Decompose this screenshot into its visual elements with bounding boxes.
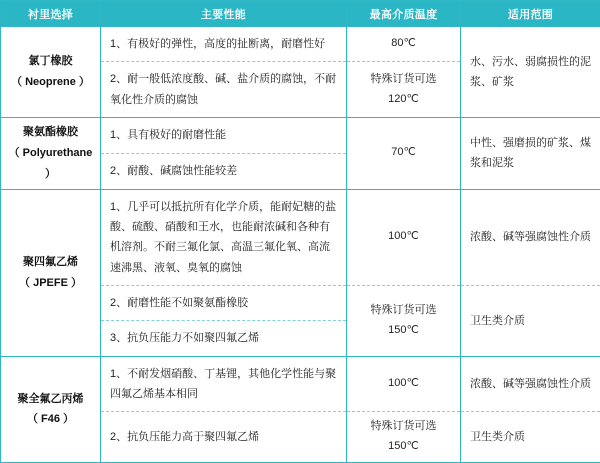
column-header-scope: 适用范围 (461, 1, 600, 27)
table-row (1, 118, 600, 154)
cell-temperature: 特殊订货可选 120℃ (347, 62, 461, 118)
cell-material-jpefe (1, 189, 101, 356)
cell-performance: 2、耐磨性能不如聚氨酯橡胶 (101, 286, 347, 321)
cell-performance: 1、具有极好的耐磨性能 (101, 118, 347, 154)
material-name-en: （ JPEFE ） (5, 273, 96, 294)
cell-temperature: 特殊订货可选 150℃ (347, 286, 461, 357)
cell-performance: 2、耐一般低浓度酸、碱、盐介质的腐蚀，不耐氧化性介质的腐蚀 (101, 62, 347, 118)
table-header (1, 1, 600, 27)
cell-material-polyurethane (1, 118, 101, 190)
cell-temperature: 70℃ (347, 118, 461, 190)
table-row (1, 189, 600, 285)
cell-material-neoprene (1, 27, 101, 118)
cell-scope: 卫生类介质 (461, 412, 600, 463)
cell-scope: 中性、强磨损的矿浆、煤浆和泥浆 (461, 118, 600, 190)
column-header-max-temperature: 最高介质温度 (347, 1, 461, 27)
column-header-performance: 主要性能 (101, 1, 347, 27)
cell-temperature: 100℃ (347, 356, 461, 412)
cell-performance: 1、有极好的弹性，高度的扯断离，耐磨性好 (101, 27, 347, 62)
material-name-en: （ Polyurethane ） (5, 143, 96, 185)
cell-scope: 浓酸、碱等强腐蚀性介质 (461, 356, 600, 412)
cell-material-f46 (1, 356, 101, 462)
cell-performance: 1、几乎可以抵抗所有化学介质，能耐妃糖的盐酸、硫酸、硝酸和王水，也能耐浓碱和各种有机溶剂。不耐三氟化氯、高温三氟化氧、高流速沸黑、液氧、臭氧的腐蚀 (101, 189, 347, 285)
table-header-row (1, 1, 600, 27)
cell-performance: 2、耐酸、碱腐蚀性能较差 (101, 153, 347, 189)
table-row (1, 27, 600, 62)
cell-scope: 卫生类介质 (461, 286, 600, 357)
material-name-cn: 聚全氟乙丙烯 (18, 393, 84, 405)
cell-performance: 2、抗负压能力高于聚四氟乙烯 (101, 412, 347, 463)
cell-performance: 1、不耐发烟硝酸、丁基锂，其他化学性能与聚四氟乙烯基本相同 (101, 356, 347, 412)
cell-temperature: 特殊订货可选 150℃ (347, 412, 461, 463)
cell-performance: 3、抗负压能力不如聚四氟乙烯 (101, 321, 347, 356)
cell-scope: 水、污水、弱腐损性的泥浆、矿浆 (461, 27, 600, 118)
table-row (1, 356, 600, 412)
material-name-en: （ Neoprene ） (5, 72, 96, 93)
material-name-en: （ F46 ） (5, 409, 96, 430)
cell-temperature: 80℃ (347, 27, 461, 62)
column-header-lining: 衬里选择 (1, 1, 101, 27)
cell-scope: 浓酸、碱等强腐蚀性介质 (461, 189, 600, 285)
table-body (1, 27, 600, 463)
material-name-cn: 聚四氟乙烯 (23, 256, 78, 268)
material-name-cn: 聚氨酯橡胶 (23, 126, 78, 138)
cell-temperature: 100℃ (347, 189, 461, 285)
material-name-cn: 氯丁橡胶 (29, 55, 73, 67)
